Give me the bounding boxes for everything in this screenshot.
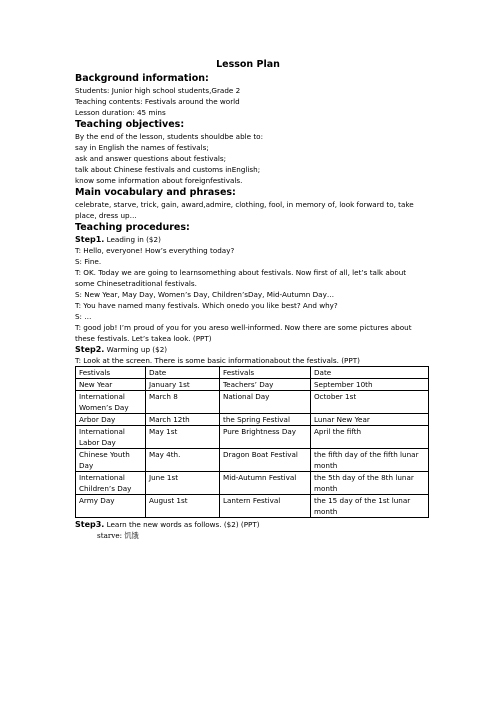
table-cell: Festivals <box>76 367 146 379</box>
table-cell: Festivals <box>220 367 311 379</box>
page-title: Lesson Plan <box>216 59 280 70</box>
table-header-row <box>76 367 429 379</box>
step1-line <box>75 234 427 245</box>
table-cell: October 1st <box>311 391 429 414</box>
table-row <box>76 391 429 414</box>
table-cell: the 15 day of the 1st lunar month <box>311 495 429 518</box>
objectives-line: ask and answer questions about festivals; <box>75 154 227 163</box>
table-cell: International Labor Day <box>76 426 146 449</box>
table-cell: Arbor Day <box>76 414 146 426</box>
table-cell: January 1st <box>146 379 220 391</box>
table-cell: New Year <box>76 379 146 391</box>
dialogue-line: T: Hello, everyone! How’s everything today? <box>75 246 235 255</box>
background-line: Students: Junior high school students,Grade 2 <box>75 86 241 95</box>
objectives-line: By the end of the lesson, students shouldbe able to: <box>75 132 263 141</box>
table-cell: Dragon Boat Festival <box>220 449 311 472</box>
table-cell: March 12th <box>146 414 220 426</box>
dialogue-line: T: good job! I’m proud of you for you areso well-informed. Now there are some pictures about these festivals. Let’s takea look. (PPT) <box>75 323 412 343</box>
dialogue-line: T: OK. Today we are going to learnsomething about festivals. Now first of all, let’s talk about some Chinesetraditional festivals. <box>75 268 407 288</box>
table-row <box>76 379 429 391</box>
step1-label: Step1. <box>75 235 105 244</box>
step1-text: Leading in ($2) <box>104 235 161 244</box>
table-cell: Chinese Youth Day <box>76 449 146 472</box>
table-cell: the fifth day of the fifth lunar month <box>311 449 429 472</box>
table-cell: March 8 <box>146 391 220 414</box>
table-cell: September 10th <box>311 379 429 391</box>
vocab-text: celebrate, starve, trick, gain, award,admire, clothing, fool, in memory of, look forward to, take place, dress up… <box>75 200 414 220</box>
table-row <box>76 472 429 495</box>
objectives-line: talk about Chinese festivals and customs inEnglish; <box>75 165 261 174</box>
table-cell: International Women’s Day <box>76 391 146 414</box>
background-heading: Background information: <box>75 73 209 84</box>
objectives-line: say in English the names of festivals; <box>75 143 209 152</box>
vocab-heading: Main vocabulary and phrases: <box>75 187 236 198</box>
table-cell: Army Day <box>76 495 146 518</box>
step2-line <box>75 344 427 355</box>
table-cell: August 1st <box>146 495 220 518</box>
table-cell: Teachers’ Day <box>220 379 311 391</box>
table-row <box>76 449 429 472</box>
table-row <box>76 414 429 426</box>
table-cell: Lantern Festival <box>220 495 311 518</box>
table-cell: International Children’s Day <box>76 472 146 495</box>
document-body <box>75 72 427 541</box>
background-line: Teaching contents: Festivals around the world <box>75 97 240 106</box>
table-row <box>76 426 429 449</box>
dialogue-line: S: New Year, May Day, Women’s Day, Children’sDay, Mid-Autumn Day… <box>75 290 335 299</box>
dialogue-line: T: You have named many festivals. Which onedo you like best? And why? <box>75 301 338 310</box>
dialogue-line: S: … <box>75 312 92 321</box>
table-cell: April the fifth <box>311 426 429 449</box>
step3-label: Step3. <box>75 520 105 529</box>
step2-label: Step2. <box>75 345 105 354</box>
objectives-heading: Teaching objectives: <box>75 119 185 130</box>
table-cell: May 1st <box>146 426 220 449</box>
table-cell: the 5th day of the 8th lunar month <box>311 472 429 495</box>
procedures-heading: Teaching procedures: <box>75 222 190 233</box>
table-cell: June 1st <box>146 472 220 495</box>
step2-text: Warming up ($2) <box>104 345 168 354</box>
table-cell: Pure Brightness Day <box>220 426 311 449</box>
table-cell: Mid-Autumn Festival <box>220 472 311 495</box>
table-cell: Date <box>311 367 429 379</box>
step3-line <box>75 519 427 530</box>
table-cell: the Spring Festival <box>220 414 311 426</box>
objectives-line: know some information about foreignfestivals. <box>75 176 243 185</box>
festivals-table <box>75 366 429 518</box>
step3-text: Learn the new words as follows. ($2) (PPT) <box>104 520 260 529</box>
background-line: Lesson duration: 45 mins <box>75 108 166 117</box>
table-row <box>76 495 429 518</box>
table-cell: National Day <box>220 391 311 414</box>
step2-intro: T: Look at the screen. There is some basic informationabout the festivals. (PPT) <box>75 356 360 365</box>
table-cell: Lunar New Year <box>311 414 429 426</box>
dialogue-line: S: Fine. <box>75 257 102 266</box>
table-cell: Date <box>146 367 220 379</box>
word-definition: starve: 饥饿 <box>97 531 139 540</box>
table-cell: May 4th. <box>146 449 220 472</box>
vocab-word <box>75 530 427 541</box>
